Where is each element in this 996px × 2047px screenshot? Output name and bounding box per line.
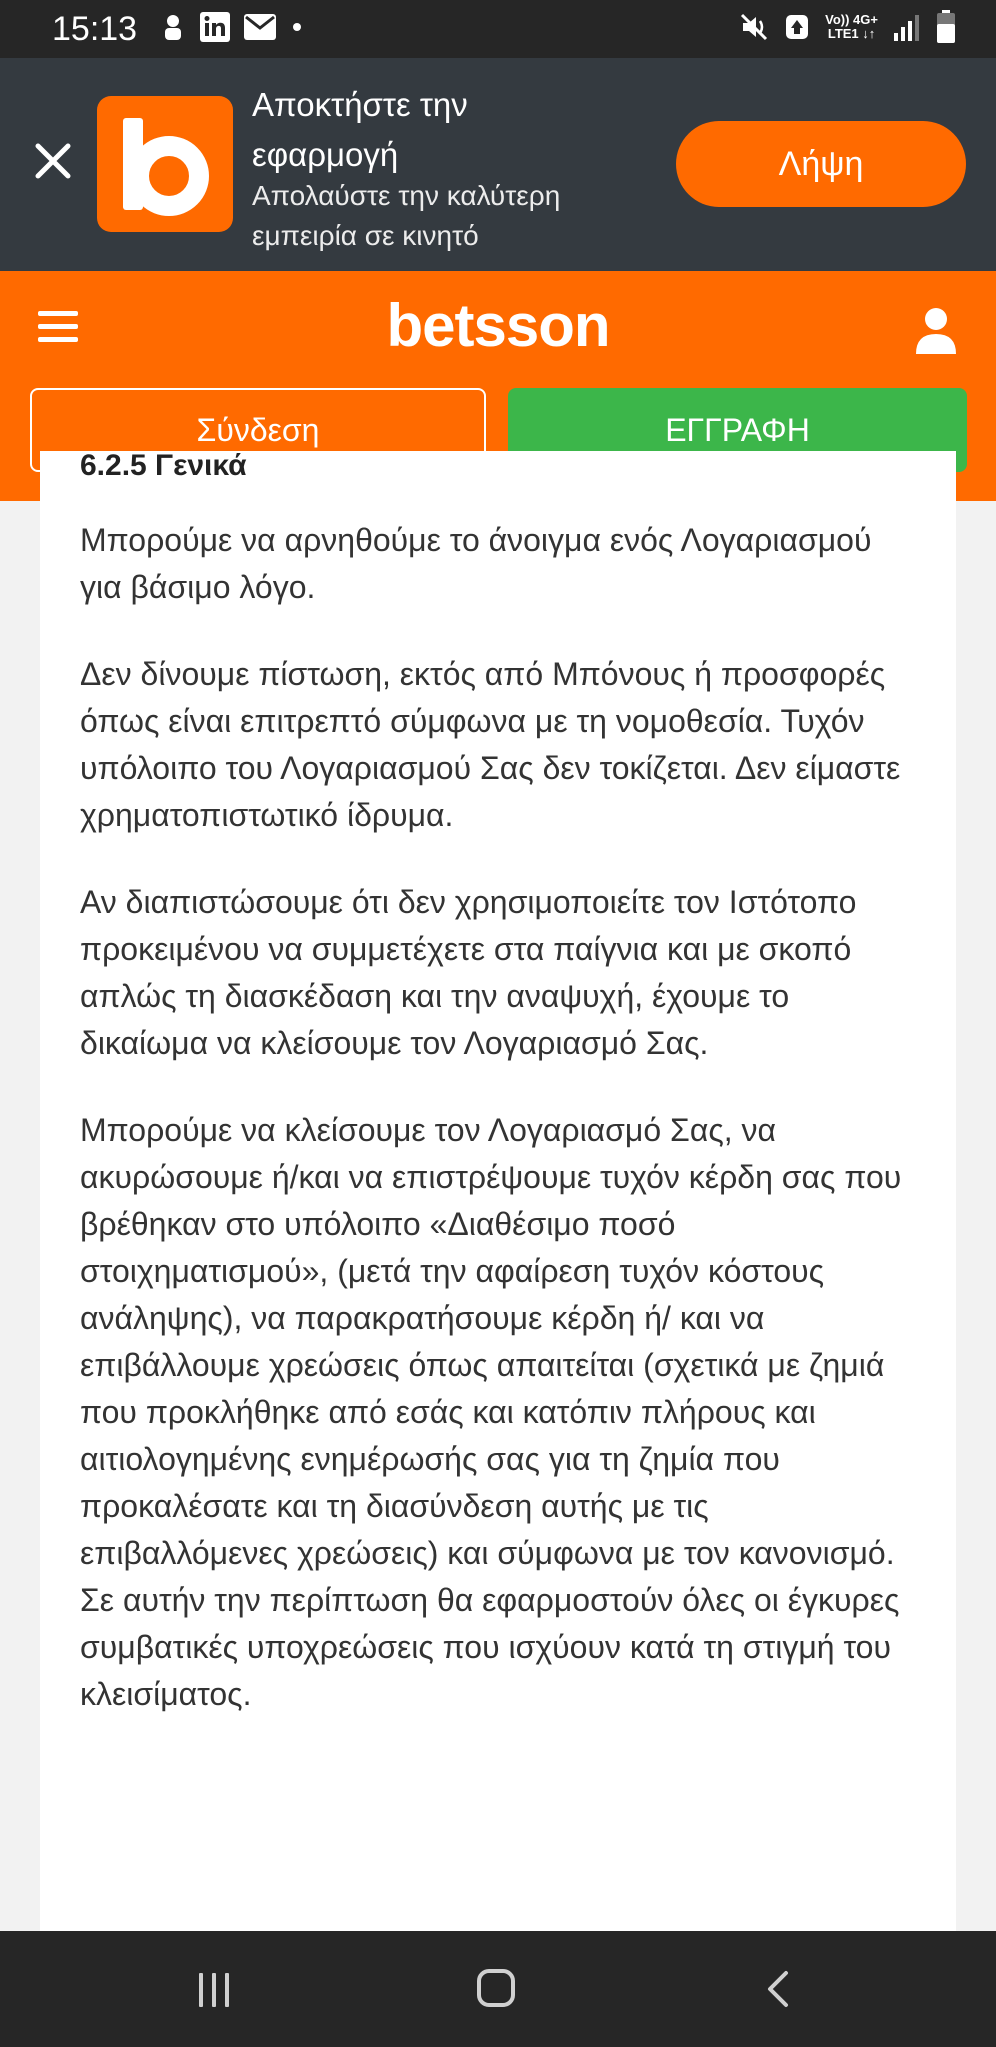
section-heading: 6.2.5 Γενικά: [80, 449, 247, 482]
signal-icon: [892, 13, 922, 41]
paragraph: Μπορούμε να κλείσουμε τον Λογαριασμό Σας, να ακυρώσουμε ή/και να επιστρέψουμε τυχόν κέρδη σας που βρέθηκαν στο υπόλοιπο «Διαθέσιμο ποσό στοιχηματισμού», (μετά την αφαίρεση τυχόν κόστους ανάληψης), να παρακρατήσουμε κέρδη ή/ και να επιβάλλουμε χρεώσεις όπως απαιτείται (σχετικά με ζημιά που προκλήθηκε από εσάς και κατόπιν πλήρους και αιτιολογημένης ενημέρωσής σας για τη ζημία που προκαλέσατε και τη διασύνδεση αυτής με τις επιβαλλόμενες χρεώσεις) και σύμφωνα με τον κανονισμό. Σε αυτήν την περίπτωση θα εφαρμοστούν όλες οι έγκυρες συμβατικές υποχρεώσεις που ισχύουν κατά τη στιγμή του κλεισίματος.: [80, 1112, 902, 1712]
status-right-icons: [739, 10, 956, 44]
download-button[interactable]: Λήψη: [676, 121, 966, 207]
home-icon[interactable]: [477, 1969, 515, 2007]
terms-content: [0, 449, 996, 1931]
content-card: [40, 451, 956, 1951]
mute-icon: [739, 12, 769, 42]
recent-apps-icon[interactable]: [199, 1973, 239, 2007]
linkedin-icon: [200, 12, 230, 42]
network-type: [825, 13, 878, 41]
mail-icon: [244, 14, 276, 40]
network-bottom-label: LTE1 ↓↑: [827, 26, 876, 41]
register-button[interactable]: ΕΓΓΡΑΦΗ: [508, 388, 967, 472]
network-top-label: Vo)) 4G+: [825, 12, 878, 27]
system-nav-bar: [0, 1931, 996, 2047]
betsson-b-icon: [97, 96, 233, 232]
dot-icon: [290, 20, 304, 34]
close-icon[interactable]: [30, 138, 76, 184]
back-icon[interactable]: [760, 1969, 800, 2009]
betsson-app-logo: [97, 96, 233, 232]
user-icon[interactable]: [914, 306, 958, 356]
banner-subtitle: Απολαύστε την καλύτερη εμπειρία σε κινητό: [252, 180, 561, 251]
status-left-icons: [160, 12, 304, 42]
paragraph: Μπορούμε να αρνηθούμε το άνοιγμα ενός Λογαριασμού για βάσιμο λόγο.: [80, 522, 872, 605]
data-saver-icon: [783, 12, 811, 42]
status-bar: [0, 0, 996, 58]
paragraph: Αν διαπιστώσουμε ότι δεν χρησιμοποιείτε τον Ιστότοπο προκειμένου να συμμετέχετε στα παίγνια και με σκοπό απλώς τη διασκέδαση και την αναψυχή, έχουμε το δικαίωμα να κλείσουμε τον Λογαριασμό Σας.: [80, 884, 857, 1061]
battery-icon: [936, 10, 956, 44]
status-time: 15:13: [52, 10, 138, 48]
banner-title: Αποκτήστε την εφαρμογή: [252, 86, 468, 173]
paragraph-list: [80, 517, 920, 1758]
paragraph: Δεν δίνουμε πίστωση, εκτός από Μπόνους ή προσφορές όπως είναι επιτρεπτό σύμφωνα με τη νομοθεσία. Τυχόν υπόλοιπο του Λογαριασμού Σας δεν τοκίζεται. Δεν είμαστε χρηματοπιστωτικό ίδρυμα.: [80, 656, 901, 833]
login-button[interactable]: Σύνδεση: [30, 388, 486, 472]
app-install-banner: [0, 58, 996, 271]
sleep-icon: [160, 12, 186, 42]
brand-logo[interactable]: betsson: [386, 292, 610, 359]
